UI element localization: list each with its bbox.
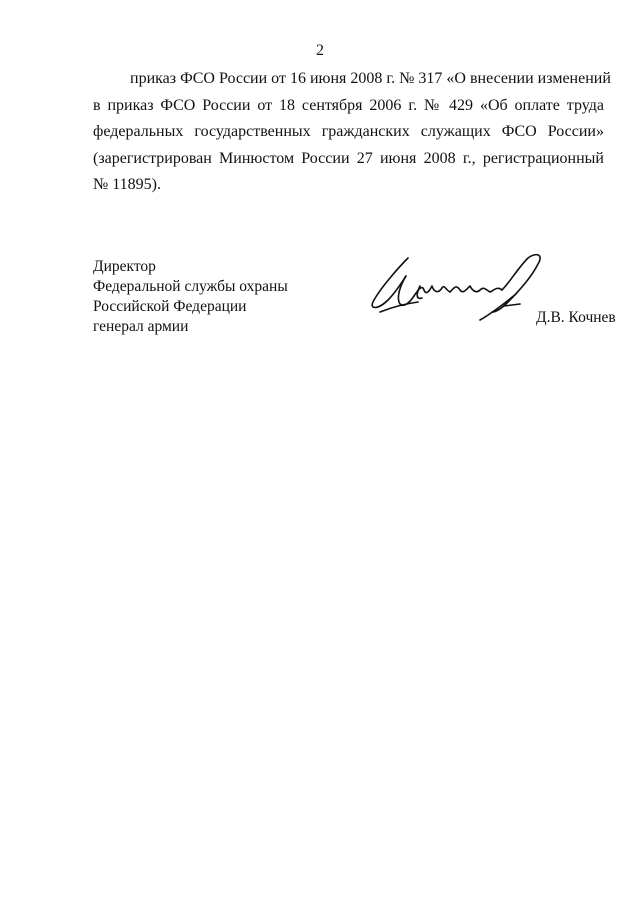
signatory-title-line: генерал армии (93, 318, 189, 335)
signer-name: Д.В. Кочнев (536, 309, 616, 326)
page-number: 2 (316, 42, 324, 59)
signatory-title-line: Российской Федерации (93, 298, 247, 315)
signatory-title-line: Директор (93, 258, 156, 275)
body-line: федеральных государственных гражданских служащих ФСО России» (93, 123, 604, 141)
body-line: в приказ ФСО России от 18 сентября 2006 г. № 429 «Об оплате труда (93, 96, 604, 114)
body-line: приказ ФСО России от 16 июня 2008 г. № 317 «О внесении изменений (130, 70, 611, 87)
document-body (93, 66, 611, 199)
body-line: (зарегистрирован Минюстом России 27 июня 2008 г., регистрационный (93, 149, 604, 167)
signatory-title-line: Федеральной службы охраны (93, 278, 288, 295)
body-line: № 11895). (93, 176, 161, 194)
signatory-title-block (93, 257, 288, 337)
